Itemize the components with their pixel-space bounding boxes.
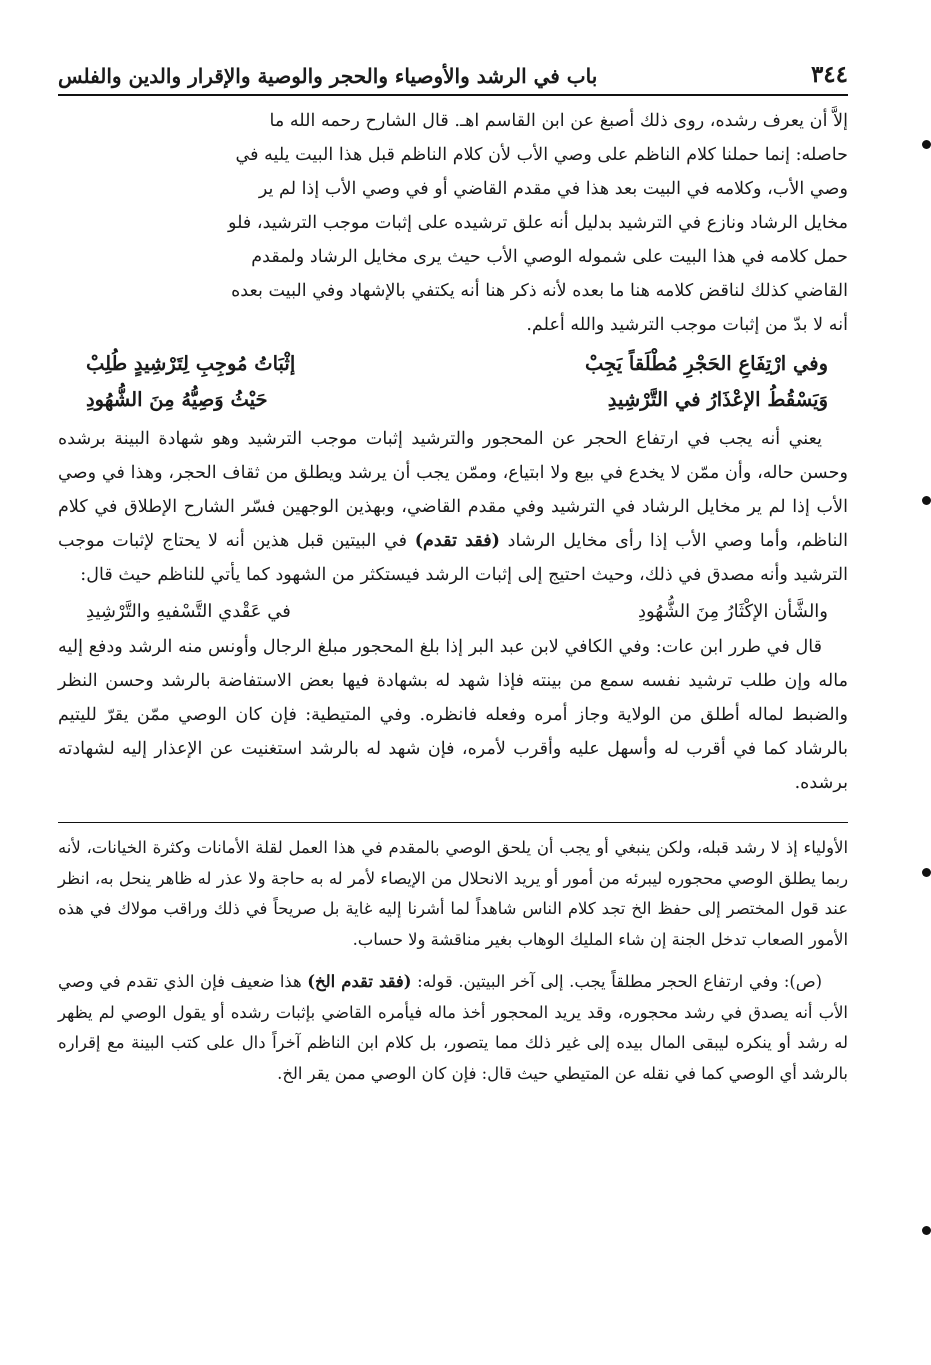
footnote-commentary [58, 967, 848, 1089]
verse-line [58, 382, 848, 418]
footnote-text-end: هذا ضعيف فإن الذي تقدم في وصي الأب أنه يصدق في رشد محجوره، وقد يريد المحجور أخذ ماله فيأمره القاضي بإثبات رشده أو يقول الوصي لم يظهر له رشد أو ينكره ليبقى المال بيده إلى غير ذلك مما يتصور، بل كلام ابن الناظم آخراً دال على كتب البينة مع إقراره بالرشد أي الوصي كما في نقله عن المتيطي حيث قال: فإن كان الوصي ممن يقر الخ. [58, 972, 848, 1083]
footnote-continued: الأولياء إذ لا رشد قبله، ولكن ينبغي أو يجب أن يلحق الوصي بالمقدم في هذا العمل لقلة الأمانات وكثرة الخيانات، لأنه ربما يطلق الوصي محجوره ليبرئه من أمور أو يريد الانحلال من الإيصاء لأمر له به حاجة ولا عذر له ظاهر ينحل به، انظر عند قول المختصر إلى حفظ الخ تجد كلام الناس شاهداً لما أشرنا إليه غاية بل صريحاً في ذلك وراقب مولاك في هذه الأمور الصعاب تدخل الجنة إن شاء المليك الوهاب بغير مناقشة ولا حساب. [58, 838, 848, 949]
page-number: ٣٤٤ [810, 61, 848, 88]
verse-hemistich-second: في عَقْدي التَّسْفيهِ والتَّرْشِيدِ [86, 601, 291, 622]
footnotes [58, 833, 848, 1089]
intro-line: مخايل الرشاد ونازع في الترشيد بدليل أنه علق ترشيده على إثبات موجب الترشيد، فلو [228, 213, 848, 233]
verse-block-2 [58, 594, 848, 630]
intro-line: أنه لا بدّ من إثبات موجب الترشيد والله أعلم. [526, 315, 848, 335]
margin-mark [922, 496, 931, 505]
intro-line: القاضي كذلك لناقض كلامه هنا ما بعده لأنه ذكر هنا أنه يكتفي بالإشهاد وفي البيت بعده [231, 281, 848, 301]
verse-hemistich-second: حَيْثُ وَصِيُّهُ مِنَ الشُّهُودِ [86, 388, 268, 411]
verse-hemistich-first: وَيَسْقُطُ الإعْذَارُ في التَّرْشِيدِ [607, 388, 828, 411]
intro-line: حاصله: إنما حملنا كلام الناظم على وصي الأب لأن كلام الناظم قبل هذا البيت يليه في [235, 145, 848, 165]
verse-hemistich-first: والشَّأن الإكْثَارُ مِنَ الشُّهُودِ [637, 601, 828, 622]
explanation-text: يعني أنه يجب في ارتفاع الحجر عن المحجور والترشيد إثبات موجب الترشيد وهو شهادة البينة برشده وحسن حاله، وأن ممّن لا يخدع في بيع ولا ابتياع، وممّن يجب أن يرشد ويطلق من ثقاف الحجر، وهذا في وصي الأب إذا لم ير مخايل الرشاد في الترشيد وفي مقدم القاضي، وبهذين الوجهين فسّر الشارح الإطلاق في كلام الناظم، وأما وصي الأب إذا رأى مخايل الرشاد [58, 429, 849, 551]
quote-paragraph: قال في طرر ابن عات: وفي الكافي لابن عبد البر إذا بلغ المحجور مبلغ الرجال وأونس منه الرشد ودفع إليه ماله وإن طلب ترشيد نفسه سمع من بينته فإذا شهد له بشهادة فيها بعض الاستفاضة بالرشد وحسن النظر والضبط لماله أطلق من الولاية وجاز أمره وفعله فانظره. وفي المتيطية: فإن كان الوصي ممّن يقرّ لليتيم بالرشاد كما في أقرب له وأسهل عليه وأقرب لأمره، فإن شهد له بالرشد استغنيت عن الإعذار إليه لشهادته برشده. [58, 637, 848, 793]
explanation-text-end: في البيتين قبل هذين أنه لا يحتاج لإثبات موجب الترشيد وأنه مصدق في ذلك، وحيث احتيج إلى إثبات الرشد فيستكثر من الشهود كما يأتي للناظم حيث قال: [58, 531, 848, 585]
header-rule [58, 94, 848, 96]
footnote-rule [58, 822, 848, 823]
footnote-bold-ref: (فقد تقدم الخ) [307, 972, 412, 991]
explanation-bold-ref: (فقد تقدم) [414, 530, 500, 551]
explanation-paragraph [58, 422, 848, 592]
footnote-text: (ص): وفي ارتفاع الحجر مطلقاً يجب. إلى آخر البيتين. قوله: [417, 972, 822, 991]
verse-line [58, 346, 848, 382]
intro-line: وصي الأب، وكلامه في البيت بعد هذا في مقدم القاضي أو في وصي الأب إذا لم ير [258, 179, 848, 199]
verse-hemistich-second: إثْبَاتُ مُوجِبِ لِتَرْشِيدٍ طُلِبْ [86, 352, 296, 375]
chapter-title: باب في الرشد والأوصياء والحجر والوصية والإقرار والدين والفلس [58, 64, 598, 88]
running-header [58, 52, 848, 88]
intro-line: حمل كلامه في هذا البيت على شموله الوصي الأب حيث يرى مخايل الرشاد ولمقدم [251, 247, 848, 267]
verse-hemistich-first: وفي ارْتِفَاعِ الحَجْرِ مُطْلَقاً يَجِبْ [584, 352, 828, 375]
margin-mark [922, 868, 931, 877]
intro-line: إلاَّ أن يعرف رشده، روى ذلك أصبغ عن ابن القاسم اهـ. قال الشارح رحمه الله ما [269, 111, 848, 131]
intro-block [58, 104, 848, 342]
page-content [58, 52, 848, 1089]
verse-block-1 [58, 346, 848, 418]
margin-mark [922, 140, 931, 149]
margin-mark [922, 1226, 931, 1235]
